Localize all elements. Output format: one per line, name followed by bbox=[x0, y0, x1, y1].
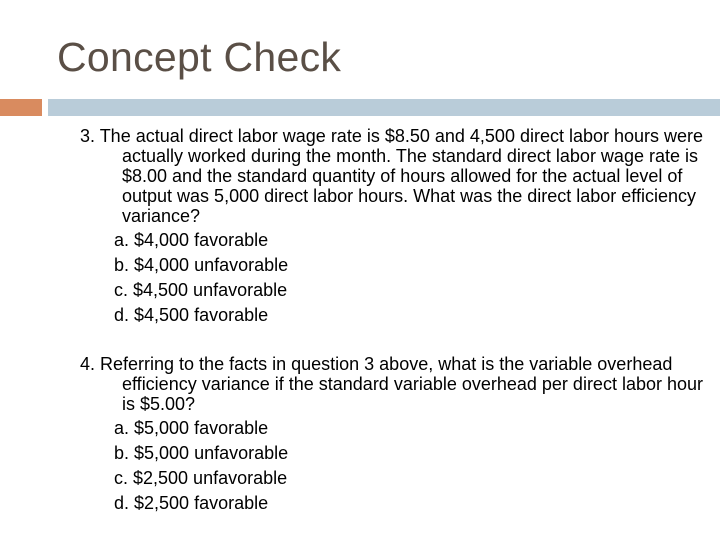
answer-choice: c. $4,500 unfavorable bbox=[114, 280, 288, 300]
answer-choice: c. $2,500 unfavorable bbox=[114, 468, 288, 488]
answer-choices bbox=[80, 228, 705, 328]
slide-title: Concept Check bbox=[57, 34, 342, 80]
answer-choice: d. $2,500 favorable bbox=[114, 493, 269, 513]
answer-choice: b. $5,000 unfavorable bbox=[114, 443, 289, 463]
question-text: 3. The actual direct labor wage rate is $8.50 and 4,500 direct labor hours were actually worked during the month. The standard direct labor wage rate is $8.00 and the standard quantity of hours allowed for the actual level of output was 5,000 direct labor hours. What was the direct labor efficiency variance? bbox=[80, 126, 704, 226]
answer-choice: d. $4,500 favorable bbox=[114, 305, 269, 325]
title-accent-bar-blue bbox=[48, 99, 720, 116]
answer-choice: b. $4,000 unfavorable bbox=[114, 255, 289, 275]
answer-choices bbox=[80, 416, 705, 516]
slide-body bbox=[80, 126, 705, 516]
title-accent-bar-orange bbox=[0, 99, 42, 116]
question-4 bbox=[80, 354, 705, 516]
question-3 bbox=[80, 126, 705, 328]
answer-choice: a. $4,000 favorable bbox=[114, 230, 269, 250]
answer-choice: a. $5,000 favorable bbox=[114, 418, 269, 438]
question-text: 4. Referring to the facts in question 3 above, what is the variable overhead efficiency variance if the standard variable overhead per direct labor hour is $5.00? bbox=[80, 354, 704, 414]
